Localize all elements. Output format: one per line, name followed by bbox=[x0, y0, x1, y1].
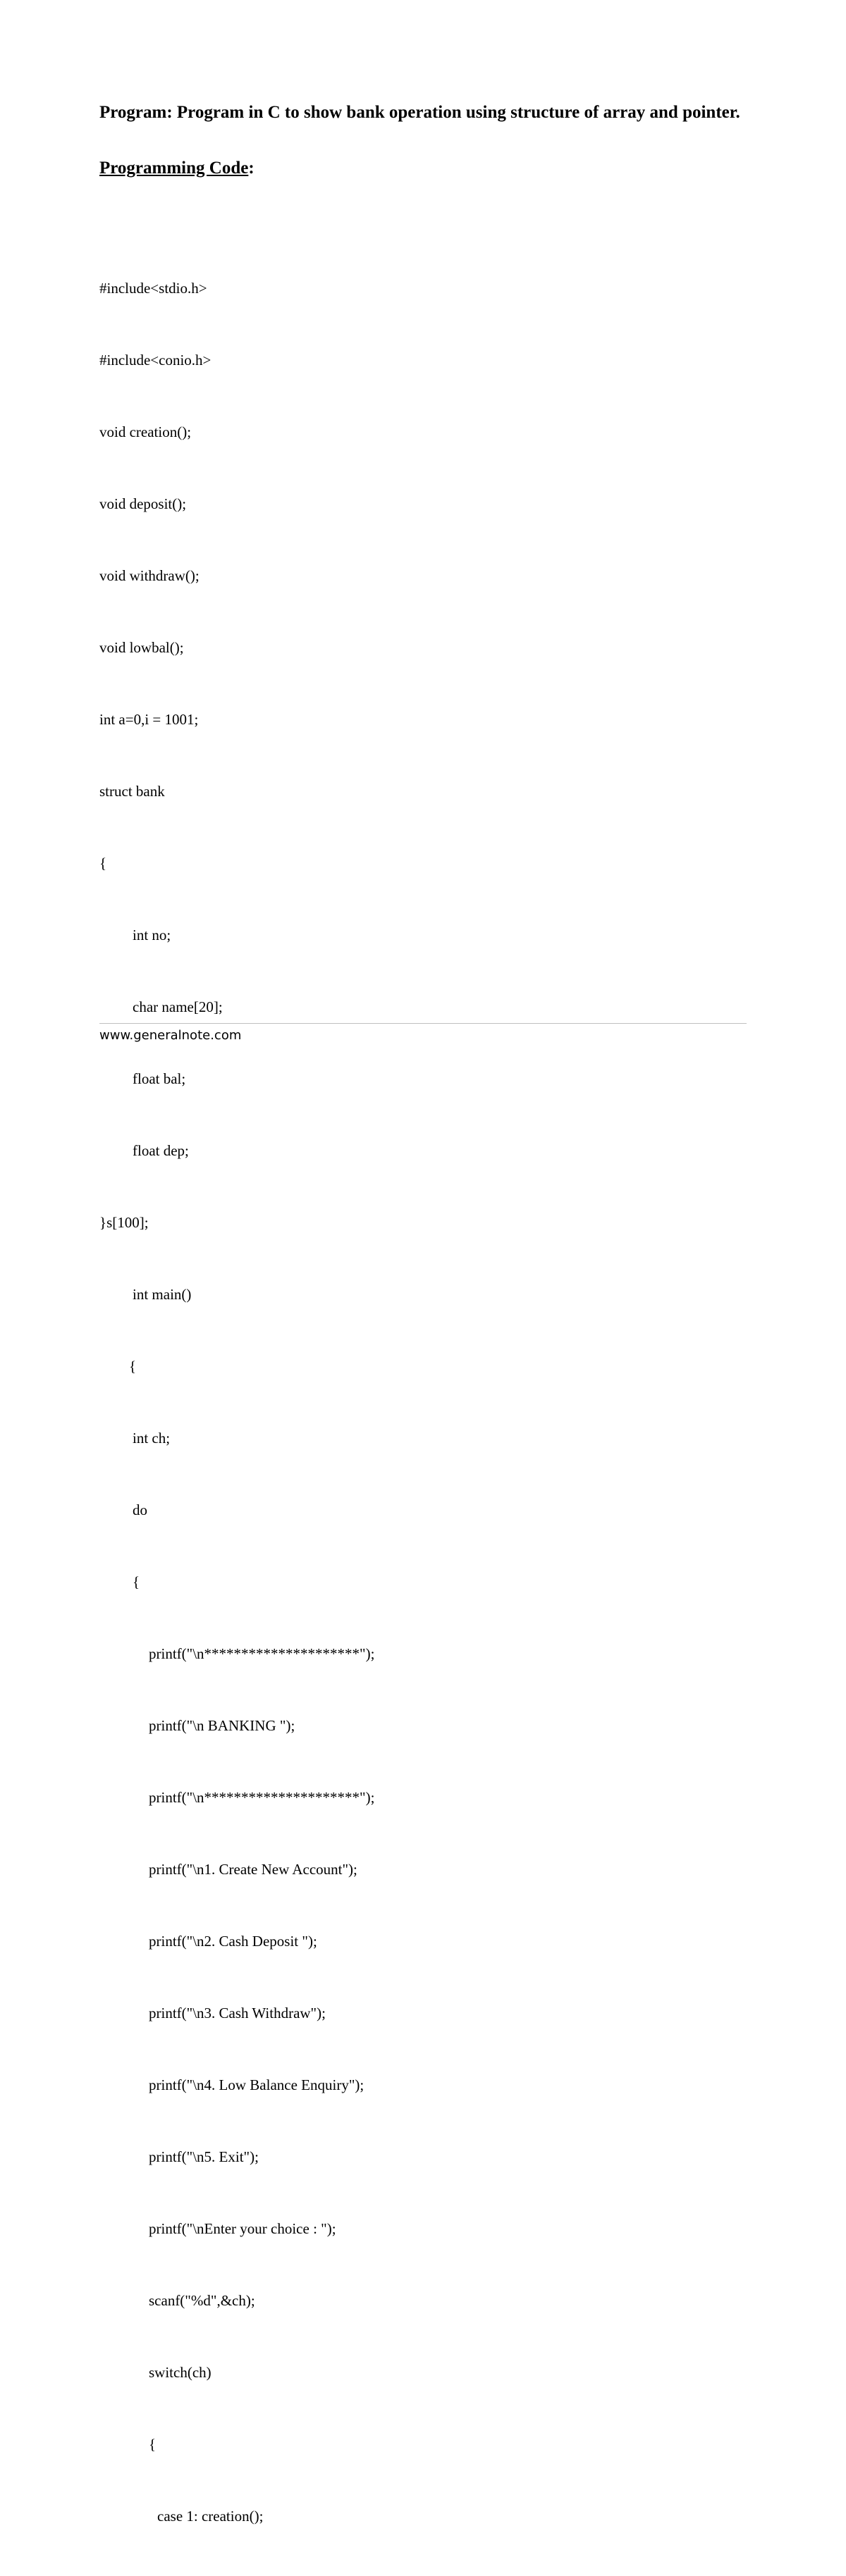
code-line: printf("\n3. Cash Withdraw"); bbox=[149, 2005, 326, 2021]
code-line: void lowbal(); bbox=[99, 639, 184, 656]
code-line: float bal; bbox=[133, 1070, 186, 1087]
code-line: printf("\n5. Exit"); bbox=[149, 2148, 259, 2165]
section-heading bbox=[99, 154, 255, 182]
footer-divider bbox=[99, 1023, 747, 1024]
code-line: do bbox=[133, 1501, 147, 1518]
section-heading-colon: : bbox=[248, 159, 255, 178]
code-line: scanf("%d",&ch); bbox=[149, 2292, 255, 2309]
code-line: switch(ch) bbox=[149, 2364, 212, 2381]
code-line: printf("\nEnter your choice : "); bbox=[149, 2220, 336, 2237]
code-line: printf("\n2. Cash Deposit "); bbox=[149, 1933, 317, 1950]
program-title: Program: Program in C to show bank operation using structure of array and pointer. bbox=[99, 103, 740, 122]
code-line: { bbox=[133, 1573, 140, 1590]
code-line: printf("\n*********************"); bbox=[149, 1645, 375, 1662]
footer-website: www.generalnote.com bbox=[99, 1028, 242, 1043]
code-line: char name[20]; bbox=[133, 998, 223, 1015]
code-line: void deposit(); bbox=[99, 495, 187, 512]
code-line: printf("\n4. Low Balance Enquiry"); bbox=[149, 2076, 364, 2093]
code-line: }s[100]; bbox=[99, 1214, 149, 1231]
code-line: float dep; bbox=[133, 1142, 189, 1159]
code-line: void creation(); bbox=[99, 423, 192, 440]
code-line: int ch; bbox=[133, 1430, 171, 1447]
code-line: int a=0,i = 1001; bbox=[99, 711, 199, 728]
code-line: int main() bbox=[133, 1286, 192, 1303]
code-line: printf("\n1. Create New Account"); bbox=[149, 1861, 357, 1878]
code-line: { bbox=[99, 855, 107, 872]
code-line: printf("\n BANKING "); bbox=[149, 1717, 295, 1734]
code-line: case 1: creation(); bbox=[157, 2508, 264, 2525]
code-line: struct bank bbox=[99, 783, 165, 800]
code-line: int no; bbox=[133, 927, 171, 943]
section-heading-label: Programming Code bbox=[99, 159, 249, 178]
code-line: #include<stdio.h> bbox=[99, 280, 207, 297]
code-line: #include<conio.h> bbox=[99, 352, 212, 369]
code-line: void withdraw(); bbox=[99, 567, 200, 584]
code-listing bbox=[99, 228, 374, 2576]
code-line: { bbox=[129, 1358, 137, 1375]
code-line: { bbox=[149, 2436, 157, 2453]
code-line: printf("\n*********************"); bbox=[149, 1789, 375, 1806]
